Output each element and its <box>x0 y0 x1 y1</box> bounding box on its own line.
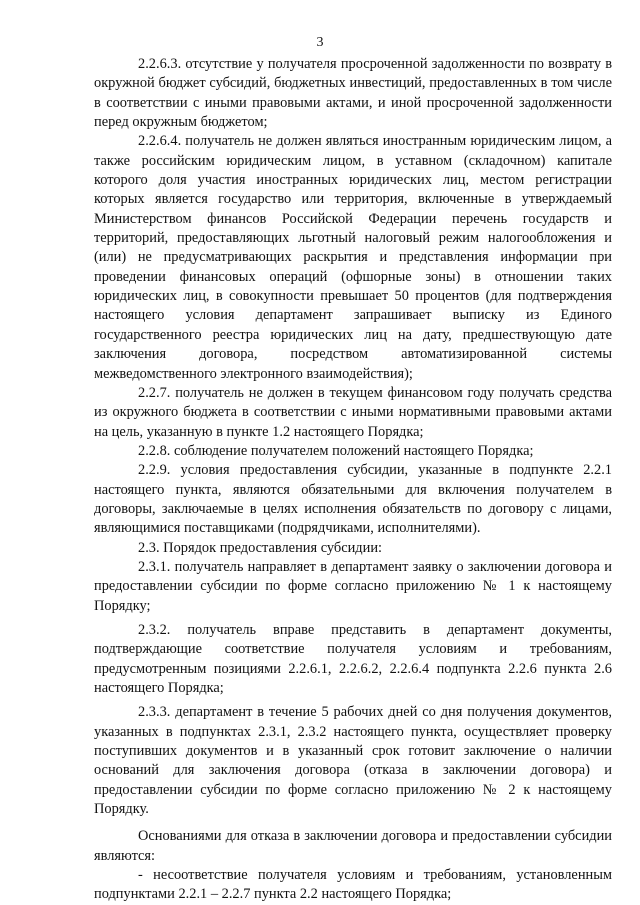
page-number: 3 <box>316 35 324 50</box>
paragraph-2-2-7: 2.2.7. получатель не должен в текущем финансовом году получать средства из окружного бюджета в соответствии с иными нормативными правовыми актами на цель, указанную в пункте 1.2 настоящего Порядка; <box>94 384 612 440</box>
paragraph-2-2-8: 2.2.8. соблюдение получателем положений настоящего Порядка; <box>138 442 534 459</box>
paragraph-2-3: 2.3. Порядок предоставления субсидии: <box>138 539 383 556</box>
paragraph-refusal-grounds: Основаниями для отказа в заключении договора и предоставлении субсидии являются: <box>94 828 612 864</box>
paragraph-2-2-6-4: 2.2.6.4. получатель не должен являться иностранным юридическим лицом, а также российским юридическим лицом, в уставном (складочном) капитале которого доля участия иностранных юридических лиц, местом регистрации которых является государство или территория, включенные в утверждаемый Министерством финансов Российской Федерации перечень государств и территорий, предоставляющих льготный налоговый режим налогообложения и (или) не предусматривающих раскрытия и представления информации при проведении финансовых операций (офшорные зоны) в отношении таких юридических лиц, в совокупности превышает 50 процентов (для подтверждения настоящего условия департамент запрашивает выписку из Единого государственного реестра юридических лиц на дату, предшествующую дате заключения договора, посредством автоматизированной системы межведомственного электронного взаимодействия); <box>94 133 612 382</box>
paragraph-2-2-9: 2.2.9. условия предоставления субсидии, указанные в подпункте 2.2.1 настоящего пункта, являются обязательными для включения получателем в договоры, заключаемые в целях исполнения обязательств по договору с лицами, являющимися поставщиками (подрядчиками, исполнителями). <box>94 462 612 537</box>
paragraph-2-3-1: 2.3.1. получатель направляет в департамент заявку о заключении договора и предоставлении субсидии по форме согласно приложению № 1 к настоящему Порядку; <box>94 558 612 614</box>
paragraph-2-3-2: 2.3.2. получатель вправе представить в департамент документы, подтверждающие соответствие получателя условиям и требованиям, предусмотренным позициями 2.2.6.1, 2.2.6.2, 2.2.6.4 подпункта 2.2.6 пункта 2.6 настоящего Порядка; <box>94 621 612 696</box>
paragraph-2-2-6-3: 2.2.6.3. отсутствие у получателя просроченной задолженности по возврату в окружной бюджет субсидий, бюджетных инвестиций, предоставленных в том числе в соответствии с иными правовыми актами, и иной просроченной задолженности перед окружным бюджетом; <box>94 56 612 131</box>
list-item-noncompliance: - несоответствие получателя условиям и требованиям, установленным подпунктами 2.2.1 – 2.2.7 пункта 2.2 настоящего Порядка; <box>94 867 612 903</box>
paragraph-2-3-3: 2.3.3. департамент в течение 5 рабочих дней со дня получения документов, указанных в подпунктах 2.3.1, 2.3.2 настоящего пункта, осуществляет проверку поступивших документов и в указанный срок готовит заключение о наличии оснований для заключения договора (отказа в заключении договора) и предоставлении субсидии по форме согласно приложению № 2 к настоящему Порядку. <box>94 704 612 818</box>
document-body <box>94 55 612 905</box>
